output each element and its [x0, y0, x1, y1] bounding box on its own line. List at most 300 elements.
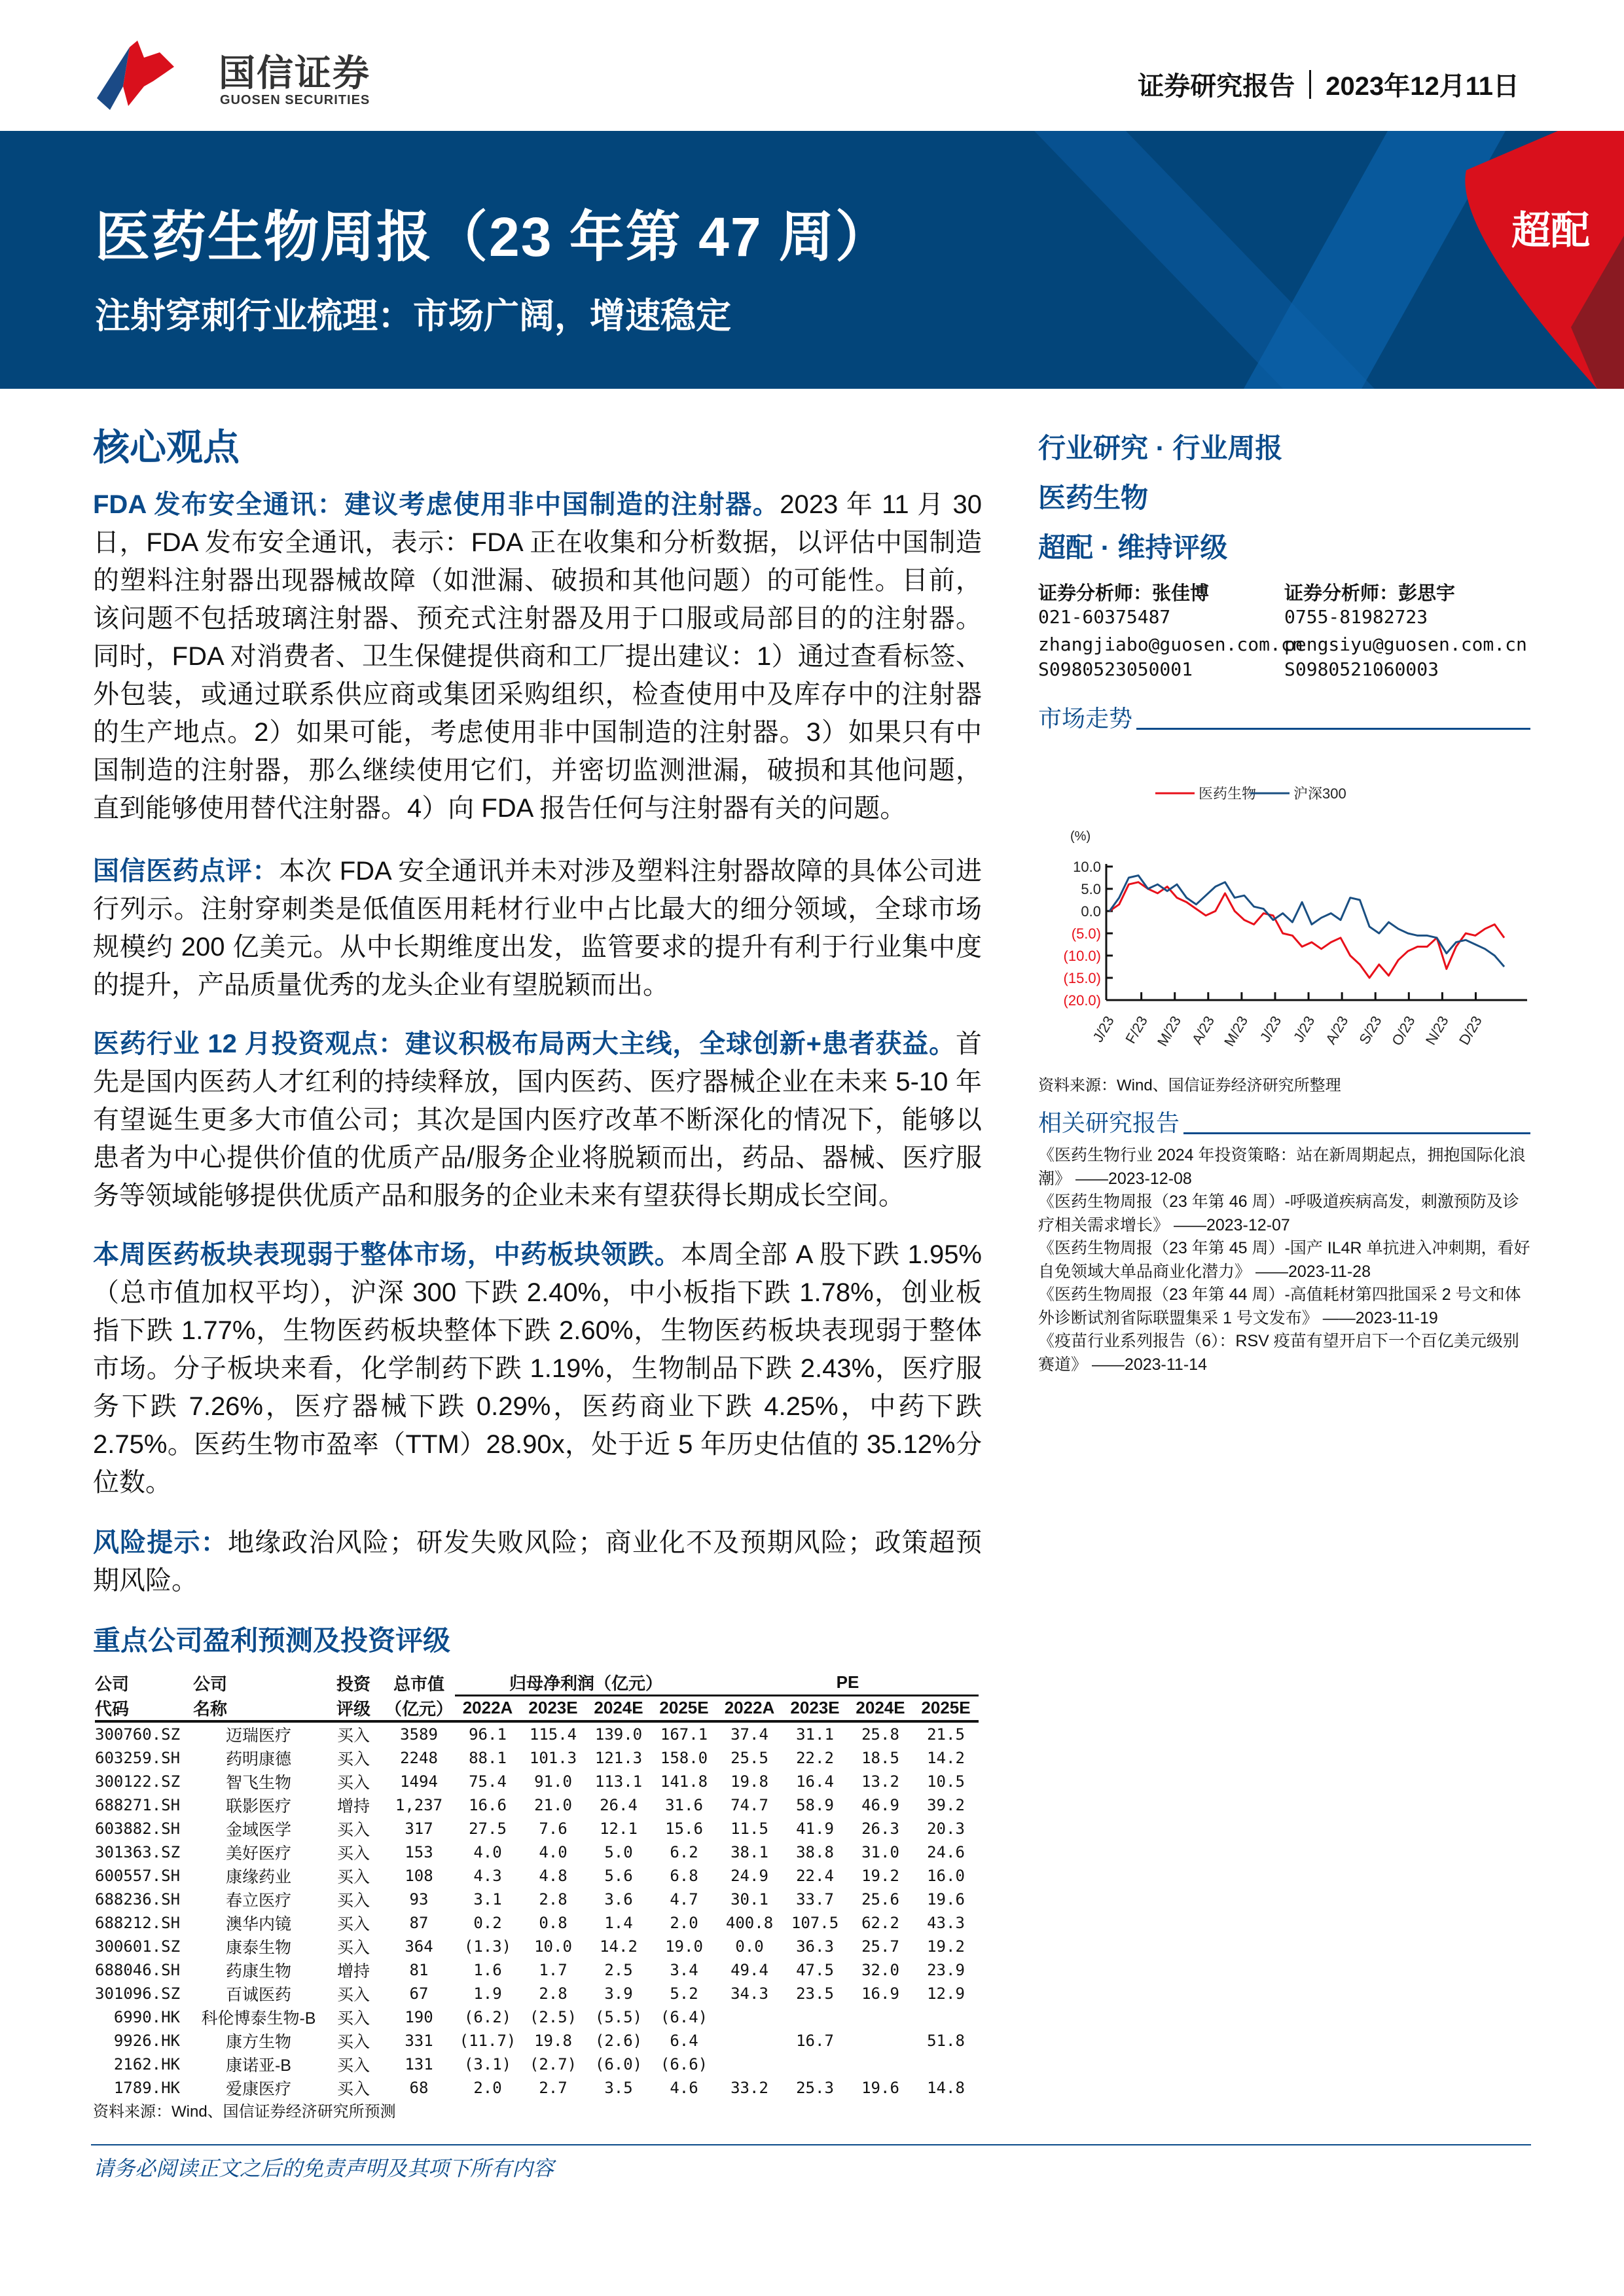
related-report-link[interactable]: 《疫苗行业系列报告（6）：RSV 疫苗有望开启下一个百亿美元级别赛道》 ——2023-11-14	[1038, 1332, 1519, 1374]
table-row	[95, 1840, 979, 1864]
rating: 增持	[336, 1797, 370, 1816]
x-tick-label: A/23	[1322, 1013, 1352, 1047]
market-cap: 67	[409, 1984, 429, 2003]
paragraph-lead: 国信医药点评：	[93, 857, 279, 886]
table-cell: 0.2	[473, 1913, 502, 1932]
table-cell: 3.6	[604, 1890, 633, 1909]
company-name: 联影医疗	[225, 1797, 291, 1816]
table-cell: 4.7	[670, 1890, 698, 1909]
table-cell: 46.9	[861, 1795, 899, 1814]
x-tick-label: A/23	[1188, 1013, 1218, 1047]
report-category: 行业研究 · 行业周报	[1038, 433, 1283, 463]
report-date: 2023年12月11日	[1326, 72, 1519, 101]
market-trend-chart	[1038, 772, 1535, 1067]
core-paragraph	[93, 1524, 982, 1600]
table-cell: 21.5	[927, 1725, 965, 1744]
table-cell: 2.0	[670, 1913, 698, 1932]
analyst-1-phone: 021-60375487	[1038, 606, 1171, 628]
paragraph-lead: 风险提示：	[93, 1528, 228, 1557]
analyst-1-title: 证券分析师：张佳博	[1038, 583, 1210, 604]
rating: 买入	[336, 1820, 370, 1839]
table-cell: 1.4	[604, 1913, 633, 1932]
company-code: 600557.SH	[95, 1866, 181, 1885]
table-cell: 16.4	[796, 1772, 834, 1791]
table-cell: 38.8	[796, 1842, 834, 1861]
col-name-header: 公司	[193, 1674, 228, 1694]
company-name: 爱康医疗	[225, 2079, 291, 2098]
company-code: 2162.HK	[113, 2054, 180, 2073]
table-cell: 6.8	[670, 1866, 698, 1885]
company-code: 688271.SH	[95, 1795, 181, 1814]
footer-disclaimer: 请务必阅读正文之后的免责声明及其项下所有内容	[93, 2157, 554, 2180]
table-row	[95, 1935, 979, 1958]
col-mcap-header: 总市值	[393, 1674, 444, 1694]
table-cell: 62.2	[861, 1913, 899, 1932]
market-cap: 331	[405, 2031, 433, 2050]
table-cell: (5.5)	[594, 2007, 643, 2026]
table-cell: 25.3	[796, 2078, 834, 2097]
company-name: 康诺亚-B	[225, 2056, 291, 2075]
market-cap: 87	[409, 1913, 429, 1932]
market-cap: 3589	[400, 1725, 438, 1744]
table-cell: 0.8	[539, 1913, 568, 1932]
rating: 买入	[336, 1773, 370, 1792]
core-paragraph	[93, 852, 982, 1004]
report-meta	[1138, 65, 1519, 103]
table-cell	[913, 2053, 979, 2076]
analyst-2-email[interactable]: pengsiyu@guosen.com.cn	[1284, 634, 1527, 655]
company-code: 300122.SZ	[95, 1772, 181, 1791]
table-cell: (2.6)	[594, 2031, 643, 2050]
market-trend-heading	[1038, 700, 1530, 734]
table-cell: 4.6	[670, 2078, 698, 2097]
company-code: 1789.HK	[113, 2078, 180, 2097]
table-cell: 41.9	[796, 1819, 834, 1838]
core-paragraph	[93, 1025, 982, 1215]
paragraph-lead: 医药行业 12 月投资观点：建议积极布局两大主线，全球创新+患者获益。	[93, 1030, 956, 1058]
table-cell: 19.2	[861, 1866, 899, 1885]
company-code: 300760.SZ	[95, 1725, 181, 1744]
table-cell: 21.0	[534, 1795, 572, 1814]
table-cell: 400.8	[725, 1913, 774, 1932]
table-cell	[782, 2053, 848, 2076]
table-cell: 91.0	[534, 1772, 572, 1791]
table-cell: 25.5	[731, 1748, 768, 1767]
col-year-header: 2025E	[651, 1696, 717, 1721]
table-cell: 1.9	[473, 1984, 502, 2003]
col-year-header: 2024E	[586, 1696, 651, 1721]
rating: 买入	[336, 1726, 370, 1745]
table-cell: 0.0	[735, 1937, 764, 1956]
table-cell: 1.7	[539, 1960, 568, 1979]
divider	[1309, 70, 1311, 99]
series-line-pharma	[1110, 882, 1504, 978]
table-cell: (2.5)	[529, 2007, 577, 2026]
market-cap: 153	[405, 1842, 433, 1861]
table-cell: 31.0	[861, 1842, 899, 1861]
table-cell: 11.5	[731, 1819, 768, 1838]
table-row	[95, 1721, 979, 1746]
table-cell: 5.0	[604, 1842, 633, 1861]
paragraph-body: 2023 年 11 月 30 日，FDA 发布安全通讯，表示：FDA 正在收集和分析数据，以评估中国制造的塑料注射器出现器械故障（如泄漏、破损和其他问题）的可能性。目前，该问题不包括玻璃注射器、预充式注射器及用于口服或局部目的的注射器。同时，FDA 对消费者、卫生保健提供商和工厂提出建议：1）通过查看标签、外包装，或通过联系供应商或集团采购组织，检查使用中及库存中的注射器的生产地点。2）如果可能，考虑使用非中国制造的注射器。3）如果只有中国制造的注射器，那么继续使用它们，并密切监测泄漏，破损和其他问题，直到能够使用替代注射器。4）向 FDA 报告任何与注射器有关的问题。	[93, 490, 982, 823]
table-cell: 19.0	[665, 1937, 703, 1956]
table-row	[95, 1793, 979, 1817]
table-cell: 14.2	[927, 1748, 965, 1767]
table-cell: 141.8	[660, 1772, 708, 1791]
legend-label: 沪深300	[1293, 785, 1346, 802]
x-tick-label: S/23	[1356, 1013, 1385, 1047]
x-tick-label: D/23	[1455, 1013, 1485, 1048]
market-cap: 1,237	[395, 1795, 443, 1814]
table-cell: 6.4	[670, 2031, 698, 2050]
table-cell: 19.6	[927, 1890, 965, 1909]
table-cell: 51.8	[927, 2031, 965, 2050]
market-cap: 81	[409, 1960, 429, 1979]
table-cell: 34.3	[731, 1984, 768, 2003]
table-cell: 22.4	[796, 1866, 834, 1885]
table-cell: 2.8	[539, 1890, 568, 1909]
table-source: 资料来源：Wind、国信证券经济研究所预测	[93, 2103, 396, 2121]
table-cell: 25.8	[861, 1725, 899, 1744]
report-subtitle: 注射穿刺行业梳理：市场广阔，增速稳定	[95, 296, 731, 336]
company-code: 300601.SZ	[95, 1937, 181, 1956]
table-cell: 33.7	[796, 1890, 834, 1909]
related-reports-list	[1038, 1144, 1530, 1376]
table-cell: 2.0	[473, 2078, 502, 2097]
table-cell: 25.6	[861, 1890, 899, 1909]
heading-rule	[1183, 1132, 1530, 1134]
related-reports-label: 相关研究报告	[1038, 1109, 1180, 1136]
x-tick-label: F/23	[1122, 1013, 1151, 1047]
company-name: 康缘药业	[225, 1867, 291, 1886]
table-cell: 16.6	[469, 1795, 507, 1814]
rating: 买入	[336, 2032, 370, 2051]
table-cell: 19.6	[861, 2078, 899, 2097]
company-code: 301096.SZ	[95, 1984, 181, 2003]
y-tick-label: (20.0)	[1063, 992, 1101, 1009]
table-cell	[717, 2005, 782, 2029]
table-cell	[717, 2029, 782, 2053]
company-name: 百诚医药	[225, 1985, 291, 2004]
table-cell: 12.9	[927, 1984, 965, 2003]
table-cell: 32.0	[861, 1960, 899, 1979]
table-row	[95, 1911, 979, 1935]
rating: 买入	[336, 1938, 370, 1957]
table-cell: (2.7)	[529, 2054, 577, 2073]
table-cell: 13.2	[861, 1772, 899, 1791]
table-row	[95, 2053, 979, 2076]
x-tick-label: N/23	[1422, 1013, 1452, 1048]
market-cap: 2248	[400, 1748, 438, 1767]
table-cell: 19.2	[927, 1937, 965, 1956]
company-code: 301363.SZ	[95, 1842, 181, 1861]
table-cell	[848, 2029, 913, 2053]
core-views-heading: 核心观点	[93, 427, 240, 468]
col-year-header: 2023E	[520, 1696, 586, 1721]
table-row	[95, 1746, 979, 1770]
col-code-header: 公司	[95, 1674, 130, 1694]
paragraph-lead: FDA 发布安全通讯：建议考虑使用非中国制造的注射器。	[93, 490, 780, 519]
company-code: 6990.HK	[113, 2007, 180, 2026]
rating: 买入	[336, 1985, 370, 2004]
analyst-1-license: S0980523050001	[1038, 658, 1193, 680]
table-row	[95, 1817, 979, 1840]
y-tick-label: 5.0	[1081, 881, 1101, 897]
table-cell: (6.0)	[594, 2054, 643, 2073]
rating: 买入	[336, 2056, 370, 2075]
company-code: 9926.HK	[113, 2031, 180, 2050]
related-reports-heading	[1038, 1105, 1530, 1138]
rating: 买入	[336, 1749, 370, 1768]
table-cell: 74.7	[731, 1795, 768, 1814]
col-year-header: 2023E	[782, 1696, 848, 1721]
table-cell: 20.3	[927, 1819, 965, 1838]
related-report-link[interactable]: 《医药生物周报（23 年第 45 周）-国产 IL4R 单抗进入冲刺期，看好自免领域大单品商业化潜力》 ——2023-11-28	[1038, 1239, 1530, 1281]
table-row	[95, 2076, 979, 2100]
table-cell: 4.0	[473, 1842, 502, 1861]
rating: 买入	[336, 2079, 370, 2098]
table-cell: 167.1	[660, 1725, 708, 1744]
y-tick-label: (5.0)	[1071, 925, 1101, 942]
table-cell: 107.5	[791, 1913, 839, 1932]
earnings-forecast-table	[95, 1670, 979, 2100]
company-name: 康方生物	[225, 2032, 291, 2051]
table-row	[95, 1888, 979, 1911]
company-code: 603259.SH	[95, 1748, 181, 1767]
rating: 买入	[336, 1867, 370, 1886]
table-cell: 16.0	[927, 1866, 965, 1885]
table-cell: 15.6	[665, 1819, 703, 1838]
pe-group-header: PE	[717, 1670, 979, 1696]
x-tick-label: J/23	[1089, 1013, 1117, 1045]
table-cell: 26.4	[600, 1795, 638, 1814]
y-tick-label: (10.0)	[1063, 948, 1101, 964]
col-year-header: 2022A	[455, 1696, 520, 1721]
table-cell: 4.8	[539, 1866, 568, 1885]
market-cap: 93	[409, 1890, 429, 1909]
table-cell: 4.0	[539, 1842, 568, 1861]
legend-label: 医药生物	[1199, 785, 1257, 802]
industry-name: 医药生物	[1038, 482, 1149, 513]
table-row	[95, 1958, 979, 1982]
col-year-header: 2025E	[913, 1696, 979, 1721]
table-cell: 49.4	[731, 1960, 768, 1979]
table-row	[95, 1982, 979, 2005]
company-code: 688212.SH	[95, 1913, 181, 1932]
table-cell: 4.3	[473, 1866, 502, 1885]
table-cell: (3.1)	[463, 2054, 512, 2073]
table-cell: 22.2	[796, 1748, 834, 1767]
table-cell: 16.7	[796, 2031, 834, 2050]
rating: 买入	[336, 1844, 370, 1863]
table-cell: 12.1	[600, 1819, 638, 1838]
table-cell	[913, 2005, 979, 2029]
table-cell: 23.9	[927, 1960, 965, 1979]
col-year-header: 2024E	[848, 1696, 913, 1721]
table-cell: (6.4)	[660, 2007, 708, 2026]
table-cell: 58.9	[796, 1795, 834, 1814]
y-tick-label: 0.0	[1081, 903, 1101, 920]
table-cell: (11.7)	[459, 2031, 516, 2050]
paragraph-body: 本周全部 A 股下跌 1.95%（总市值加权平均），沪深 300 下跌 2.40%，中小板指下跌 1.78%，创业板指下跌 1.77%，生物医药板块整体下跌 2.60%，生物医药板块表现弱于整体市场。分子板块来看，化学制药下跌 1.19%，生物制品下跌 2.43%，医疗服务下跌 7.26%，医疗器械下跌 0.29%，医药商业下跌 4.25%，中药下跌 2.75%。医药生物市盈率（TTM）28.90x，处于近 5 年历史估值的 35.12%分位数。	[93, 1240, 983, 1497]
core-paragraph	[93, 486, 982, 827]
paragraph-body: 地缘政治风险；研发失败风险；商业化不及预期风险；政策超预期风险。	[93, 1528, 982, 1595]
table-cell: 88.1	[469, 1748, 507, 1767]
company-name: 智飞生物	[225, 1773, 291, 1792]
col-mcap-header-2: （亿元）	[383, 1696, 455, 1721]
company-name: 澳华内镜	[225, 1914, 291, 1933]
table-cell: 25.7	[861, 1937, 899, 1956]
table-cell: 10.5	[927, 1772, 965, 1791]
table-cell: 31.6	[665, 1795, 703, 1814]
table-cell: (6.6)	[660, 2054, 708, 2073]
x-tick-label: O/23	[1388, 1013, 1418, 1049]
table-cell: 75.4	[469, 1772, 507, 1791]
market-trend-label: 市场走势	[1038, 705, 1133, 732]
col-rating-header-2: 评级	[324, 1696, 383, 1721]
analyst-2-title: 证券分析师：彭思宇	[1284, 583, 1456, 604]
table-cell: 27.5	[469, 1819, 507, 1838]
core-paragraph	[93, 1236, 982, 1501]
table-cell: 3.5	[604, 2078, 633, 2097]
table-cell: 5.6	[604, 1866, 633, 1885]
table-cell: 2.5	[604, 1960, 633, 1979]
table-cell: 39.2	[927, 1795, 965, 1814]
rating: 买入	[336, 1914, 370, 1933]
table-cell	[848, 2005, 913, 2029]
table-row	[95, 1770, 979, 1793]
heading-rule	[1136, 728, 1530, 730]
market-cap: 364	[405, 1937, 433, 1956]
related-report-link[interactable]: 《医药生物周报（23 年第 46 周）-呼吸道疾病高发，刺激预防及诊疗相关需求增长》 ——2023-12-07	[1038, 1193, 1519, 1234]
report-title: 医药生物周报（23 年第 47 周）	[95, 206, 892, 268]
company-name: 金域医学	[225, 1820, 291, 1839]
rating: 买入	[336, 2009, 370, 2028]
market-cap: 108	[405, 1866, 433, 1885]
table-cell: 33.2	[731, 2078, 768, 2097]
table-cell: 115.4	[529, 1725, 577, 1744]
table-cell: 139.0	[594, 1725, 643, 1744]
table-cell: 16.9	[861, 1984, 899, 2003]
rating: 增持	[336, 1962, 370, 1981]
profit-group-header: 归母净利润（亿元）	[455, 1670, 717, 1696]
company-name: 春立医疗	[225, 1891, 291, 1910]
rating: 买入	[336, 1891, 370, 1910]
table-cell: 14.8	[927, 2078, 965, 2097]
y-tick-label: 10.0	[1073, 859, 1101, 875]
table-row	[95, 1864, 979, 1888]
company-name: 药明康德	[225, 1749, 291, 1768]
paragraph-body: 首先是国内医药人才红利的持续释放，国内医药、医疗器械企业在未来 5-10 年有望诞生更多大市值公司；其次是国内医疗改革不断深化的情况下，能够以患者为中心提供价值的优质产品/服务企业将脱颖而出，药品、器械、医疗服务等领域能够提供优质产品和服务的企业未来有望获得长期成长空间。	[93, 1030, 982, 1210]
company-name: 药康生物	[225, 1962, 291, 1981]
analyst-1-email[interactable]: zhangjiabo@guosen.com.cn	[1038, 634, 1303, 655]
table-cell: 113.1	[594, 1772, 643, 1791]
table-cell	[717, 2053, 782, 2076]
table-cell: 2.8	[539, 1984, 568, 2003]
table-cell: 19.8	[731, 1772, 768, 1791]
table-cell: 1.6	[473, 1960, 502, 1979]
table-cell: (1.3)	[463, 1937, 512, 1956]
x-tick-label: J/23	[1290, 1013, 1318, 1045]
table-cell: 6.2	[670, 1842, 698, 1861]
table-cell: 158.0	[660, 1748, 708, 1767]
table-cell: (6.2)	[463, 2007, 512, 2026]
table-cell: 24.9	[731, 1866, 768, 1885]
x-tick-label: M/23	[1221, 1013, 1252, 1049]
table-cell: 7.6	[539, 1819, 568, 1838]
company-code: 603882.SH	[95, 1819, 181, 1838]
table-cell: 101.3	[529, 1748, 577, 1767]
table-cell: 26.3	[861, 1819, 899, 1838]
y-unit-label: (%)	[1070, 829, 1091, 844]
table-cell: 38.1	[731, 1842, 768, 1861]
footer-divider	[91, 2144, 1531, 2145]
related-report-link[interactable]: 《医药生物行业 2024 年投资策略：站在新周期起点，拥抱国际化浪潮》 ——2023-12-08	[1038, 1146, 1526, 1188]
col-rating-header: 投资	[336, 1674, 370, 1694]
x-tick-label: M/23	[1153, 1013, 1185, 1049]
market-cap: 1494	[400, 1772, 438, 1791]
table-cell: 3.1	[473, 1890, 502, 1909]
table-cell: 2.7	[539, 2078, 568, 2097]
table-cell: 14.2	[600, 1937, 638, 1956]
industry-rating: 超配 · 维持评级	[1038, 532, 1228, 563]
company-name: 科伦博泰生物-B	[201, 2009, 316, 2028]
table-cell: 37.4	[731, 1725, 768, 1744]
related-report-link[interactable]: 《医药生物周报（23 年第 44 周）-高值耗材第四批国采 2 号文和体外诊断试剂省际联盟集采 1 号文发布》 ——2023-11-19	[1038, 1285, 1521, 1327]
table-cell: 31.1	[796, 1725, 834, 1744]
table-cell: 23.5	[796, 1984, 834, 2003]
table-row	[95, 2029, 979, 2053]
table-row	[95, 2005, 979, 2029]
rating-badge: 超配	[1511, 209, 1590, 253]
chart-source: 资料来源：Wind、国信证券经济研究所整理	[1038, 1077, 1341, 1094]
table-cell: 10.0	[534, 1937, 572, 1956]
table-cell: 30.1	[731, 1890, 768, 1909]
table-cell: 96.1	[469, 1725, 507, 1744]
logo-mark-icon	[97, 41, 175, 114]
paragraph-body: 本次 FDA 安全通讯并未对涉及塑料注射器故障的具体公司进行列示。注射穿刺类是低值医用耗材行业中占比最大的细分领域，全球市场规模约 200 亿美元。从中长期维度出发，监管要求的提升有利于行业集中度的提升，产品质量优秀的龙头企业有望脱颖而出。	[93, 857, 982, 999]
table-cell: 43.3	[927, 1913, 965, 1932]
table-cell: 36.3	[796, 1937, 834, 1956]
company-name: 康泰生物	[225, 1938, 291, 1957]
table-cell: 5.2	[670, 1984, 698, 2003]
company-name: 迈瑞医疗	[225, 1726, 291, 1745]
x-tick-label: J/23	[1256, 1013, 1285, 1045]
market-cap: 317	[405, 1819, 433, 1838]
market-cap: 190	[405, 2007, 433, 2026]
table-cell: 19.8	[534, 2031, 572, 2050]
col-code-header-2: 代码	[95, 1696, 193, 1721]
col-name-header-2: 名称	[193, 1696, 324, 1721]
company-code: 688236.SH	[95, 1890, 181, 1909]
table-cell: 3.9	[604, 1984, 633, 2003]
table-cell: 3.4	[670, 1960, 698, 1979]
table-cell: 18.5	[861, 1748, 899, 1767]
analyst-2-phone: 0755-81982723	[1284, 606, 1428, 628]
col-year-header: 2022A	[717, 1696, 782, 1721]
company-code: 688046.SH	[95, 1960, 181, 1979]
table-cell	[782, 2005, 848, 2029]
market-cap: 68	[409, 2078, 429, 2097]
y-tick-label: (15.0)	[1063, 970, 1101, 986]
guosen-logo: 国信证券 GUOSEN SECURITIES	[97, 41, 385, 114]
company-name: 美好医疗	[225, 1844, 291, 1863]
table-cell: 121.3	[594, 1748, 643, 1767]
paragraph-lead: 本周医药板块表现弱于整体市场，中药板块领跌。	[93, 1240, 681, 1269]
table-heading: 重点公司盈利预测及投资评级	[93, 1625, 451, 1656]
analyst-2-license: S0980521060003	[1284, 658, 1439, 680]
table-cell: 47.5	[796, 1960, 834, 1979]
